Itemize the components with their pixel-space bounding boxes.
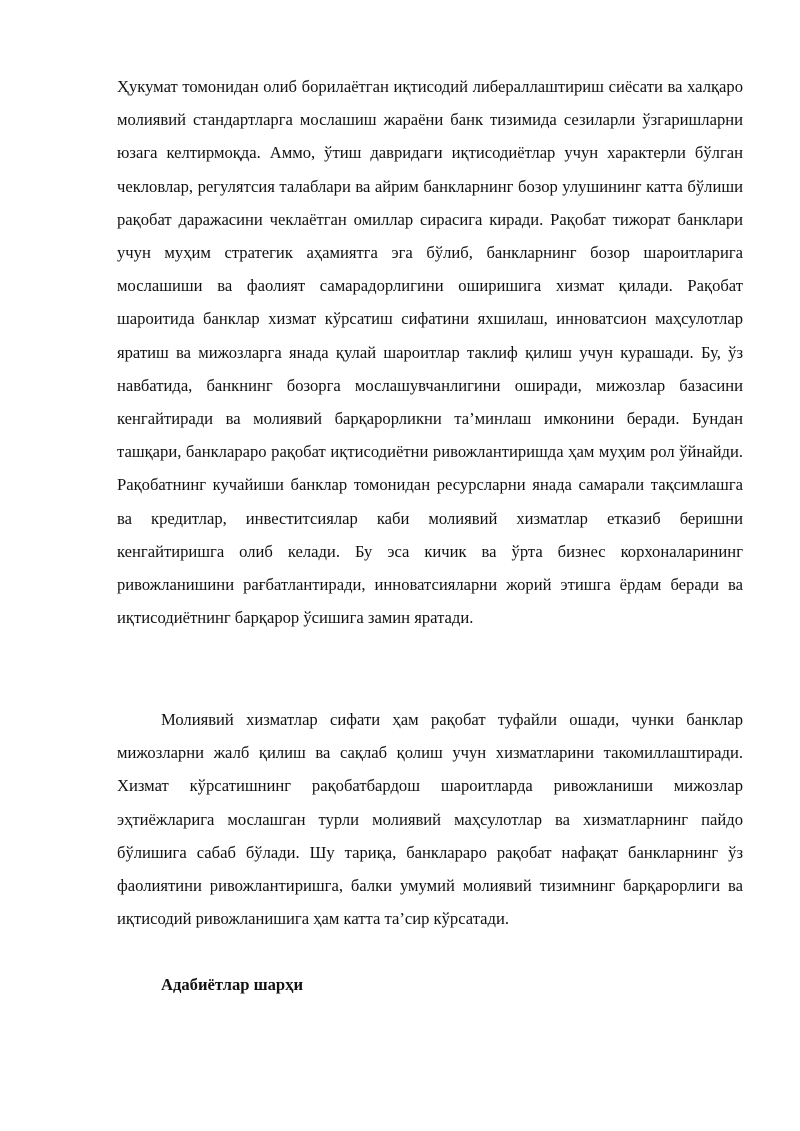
section-heading: Адабиётлар шарҳи (161, 975, 304, 994)
body-paragraph-1: Ҳукумат томонидан олиб борилаётган иқтисодий либераллаштириш сиёсати ва халқаро молиявий стандартларга мослашиш жараёни банк тизимида сезиларли ўзгаришларни юзага келтирмоқда. Аммо, ўтиш давридаги иқтисодиётлар учун характерли бўлган чекловлар, регулятсия талаблари ва айрим банкларнинг бозор улушининг катта бўлиши рақобат даражасини чеклаётган омиллар сирасига киради. Рақобат тижорат банклари учун муҳим стратегик аҳамиятга эга бўлиб, банкларнинг бозор шароитларига мослашиши ва фаолият самарадорлигини оширишига хизмат қилади. Рақобат шароитида банклар хизмат кўрсатиш сифатини яхшилаш, инноватсион маҳсулотлар яратиш ва мижозларга янада қулай шароитлар таклиф қилиш учун курашади. Бу, ўз навбатида, банкнинг бозорга мослашувчанлигини оширади, мижозлар базасини кенгайтиради ва молиявий барқарорликни та’минлаш имконини беради. Бундан ташқари, банклараро рақобат иқтисодиётни ривожлантиришда ҳам муҳим рол ўйнайди. Рақобатнинг кучайиши банклар томонидан ресурсларни янада самарали тақсимлашга ва кредитлар, инвеститсиялар каби молиявий хизматлар етказиб беришни кенгайтиришга олиб келади. Бу эса кичик ва ўрта бизнес корхоналарининг ривожланишини рағбатлантиради, инноватсияларни жорий этишга ёрдам беради ва иқтисодиётнинг барқарор ўсишига замин яратади. (117, 77, 743, 628)
paragraph-block-2 (117, 703, 743, 935)
body-paragraph-2: Молиявий хизматлар сифати ҳам рақобат туфайли ошади, чунки банклар мижозларни жалб қилиш ва сақлаб қолиш учун хизматларини такомиллаштиради. Хизмат кўрсатишнинг рақобатбардош шароитларда ривожланиши мижозлар эҳтиёжларига мослашган турли молиявий маҳсулотлар ва хизматларнинг пайдо бўлишига сабаб бўлади. Шу тариқа, банклараро рақобат нафақат банкларнинг ўз фаолиятини ривожлантиришга, балки умумий молиявий тизимнинг барқарорлиги ва иқтисодий ривожланишига ҳам катта та’сир кўрсатади. (117, 710, 743, 929)
paragraph-block-1 (117, 70, 743, 634)
